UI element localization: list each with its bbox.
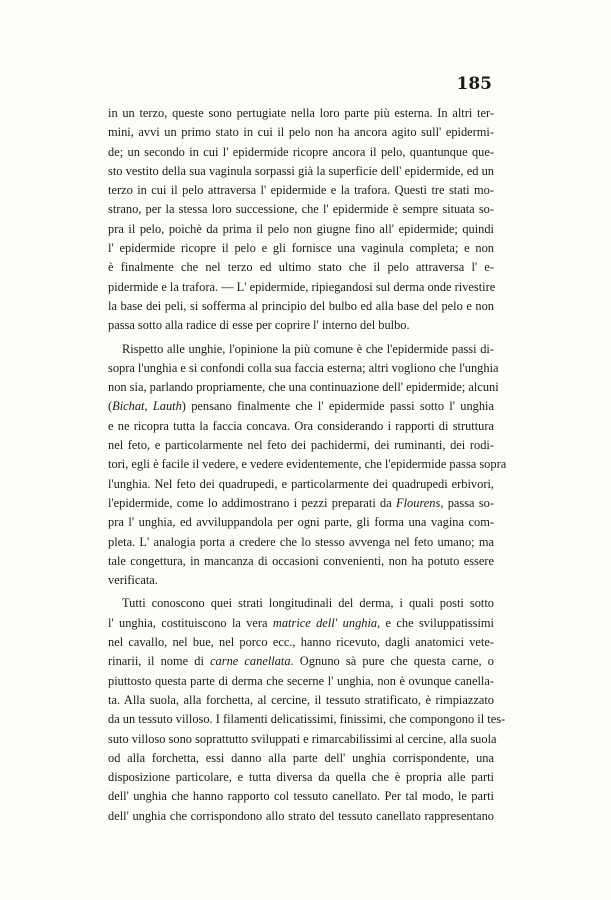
text-line: ta. Alla suola, alla forchetta, al cercine, il tessuto stratificato, è rimpiazzato: [108, 692, 494, 707]
text-line: l'unghia. Nel feto dei quadrupedi, e particolarmente dei quadrupedi erbivori,: [108, 476, 494, 491]
text-line: sopra l'unghia e si confondi colla sua faccia esterna; altri vogliono che l'unghia: [108, 360, 499, 375]
text-line: suto villoso sono soprattutto sviluppati e rimarcabilissimi al cercine, alla suola: [108, 731, 497, 746]
text-line: pleta. L' analogia porta a credere che lo stesso avvenga nel feto umano; ma: [108, 534, 494, 549]
text-line: l' epidermide ricopre il pelo e gli fornisce una vaginula completa; e non: [108, 241, 494, 256]
text-line: passa sotto alla radice di esse per coprire l' interno del bulbo.: [108, 318, 410, 333]
text-line: od alla forchetta, essi danno alla parte dell' unghia corrispondente, una: [108, 750, 494, 765]
text-line: Rispetto alle unghie, l'opinione la più comune è che l'epidermide passi di-: [122, 341, 494, 356]
text-line: terzo in cui il pelo attraversa l' epidermide e la trafora. Questi tre stati mo-: [108, 183, 494, 198]
text-line: verificata.: [108, 573, 158, 588]
text-line: piuttosto questa parte di derma che secerne l' unghia, non è ovunque canella-: [108, 673, 494, 688]
text-line: disposizione particolare, e tutta diversa da quella che è propria alle parti: [108, 770, 494, 785]
text-line: pra il pelo, poichè da prima il pelo non giugne fino all' epidermide; quindi: [108, 221, 494, 236]
text-line: l' unghia, costituiscono la vera matrice dell' unghia, e che sviluppatissimi: [108, 615, 494, 630]
text-line: (Bichat, Lauth) pensano finalmente che l' epidermide passi sotto l' unghia: [108, 399, 494, 414]
text-line: la base dei peli, si sofferma al principio del bulbo ed alla base del pelo e non: [108, 298, 494, 313]
text-line: è finalmente che nel terzo ed ultimo stato che il pelo attraversa l' e-: [108, 260, 494, 275]
text-line: nel cavallo, nel bue, nel porco ecc., hanno ricevuto, dagli anatomici vete-: [108, 635, 494, 650]
body-text: [108, 104, 507, 826]
text-line: pidermide e la trafora. — L' epidermide, ripiegandosi sul derma onde rivestire: [108, 279, 496, 294]
text-line: in un terzo, queste sono pertugiate nella loro parte più esterna. In altri ter-: [108, 106, 494, 120]
text-line: pra l' unghia, ed avviluppandola per ogni parte, gli forma una vagina com-: [108, 515, 494, 530]
paragraph-nails-epidermis: [108, 340, 507, 591]
text-line: sto vestito della sua vaginula sorpassi già la superficie dell' epidermide, ed un: [108, 163, 494, 178]
text-line: da un tessuto villoso. I filamenti delicatissimi, finissimi, che compongono il tes-: [108, 712, 506, 727]
text-line: rinarii, il nome di carne canellata. Ognuno sà pure che questa carne, o: [108, 654, 494, 669]
text-line: e ne ricopra tutta la faccia concava. Ora considerando i rapporti di struttura: [108, 418, 494, 433]
paragraph-nail-matrix: [108, 594, 506, 826]
text-line: dell' unghia che hanno rapporto col tessuto canellato. Per tal modo, le parti: [108, 789, 494, 804]
paragraph-hair-epidermis: [108, 104, 494, 336]
text-line: non sia, parlando propriamente, che una continuazione dell' epidermide; alcuni: [108, 380, 499, 395]
text-line: nel feto, e particolarmente nel feto dei pachidermi, dei ruminanti, dei rodi-: [108, 438, 494, 453]
text-line: dell' unghia che corrispondono allo strato del tessuto canellato rappresentano: [108, 808, 494, 823]
text-line: strano, per la stessa loro successione, che l' epidermide è sempre situata so-: [108, 202, 494, 217]
text-line: tori, egli è facile il vedere, e vedere evidentemente, che l'epidermide passa sopra: [108, 457, 507, 472]
text-line: tale congettura, in mancanza di occasioni convenienti, non ha potuto essere: [108, 553, 494, 568]
text-line: de; un secondo in cui l' epidermide ricopre ancora il pelo, quantunque que-: [108, 144, 494, 159]
text-line: l'epidermide, come lo addimostrano i pezzi preparati da Flourens, passa so-: [108, 495, 494, 510]
text-line: Tutti conoscono quei strati longitudinali del derma, i quali posti sotto: [122, 596, 494, 611]
page-number: 185: [456, 74, 492, 94]
text-line: mini, avvi un primo stato in cui il pelo non ha ancora agito sull' epidermi-: [108, 125, 494, 140]
